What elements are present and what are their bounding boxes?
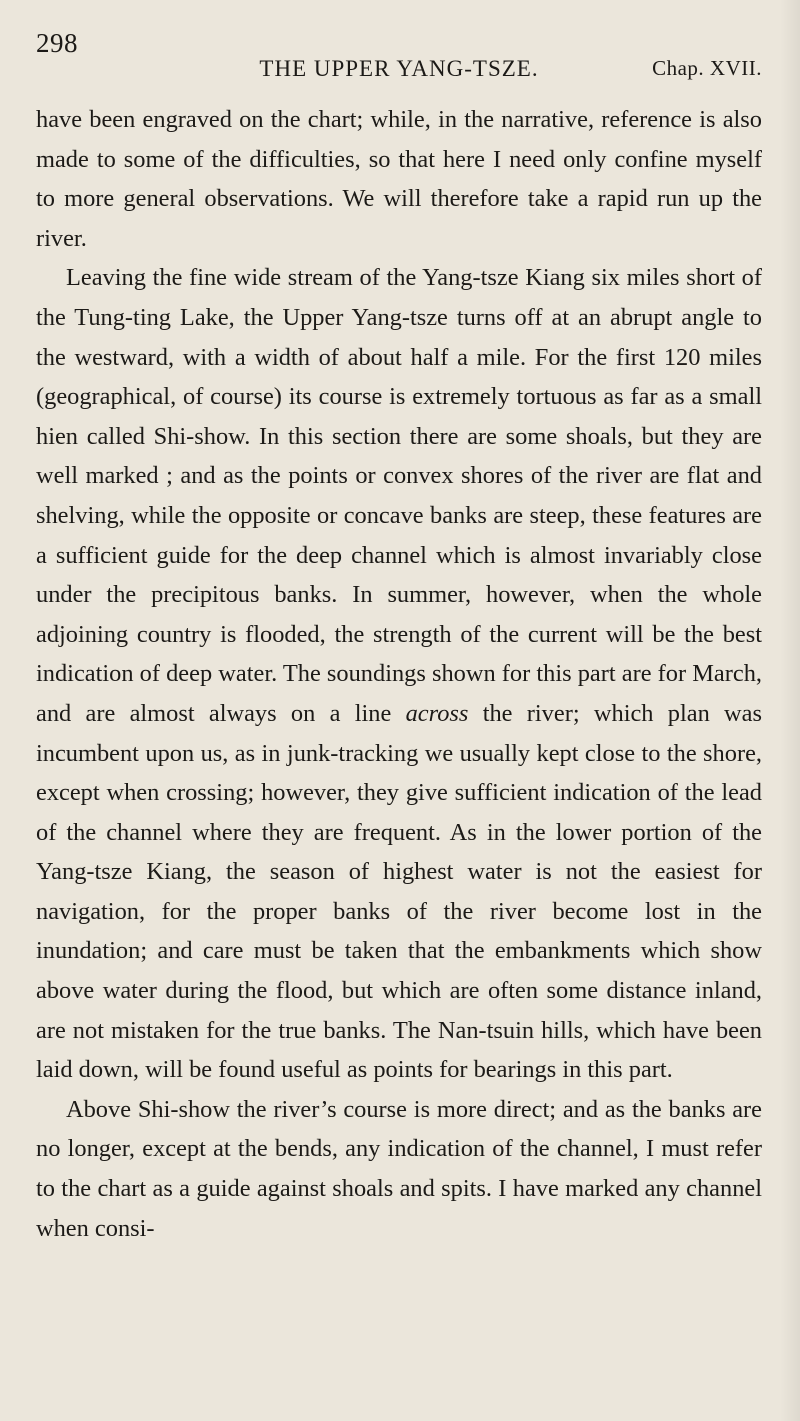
running-title: THE UPPER YANG-TSZE.	[259, 56, 539, 81]
running-head	[36, 28, 762, 81]
italic-word: across	[405, 699, 469, 727]
paragraph-2-text-start: Leaving the fine wide stream of the Yang-tsze Kiang six miles short of the Tung-ting Lake, the Upper Yang-tsze turns off at an abrupt angle to the westward, with a width of about half a mile. For the first 120 miles (geographical, of course) its course is extremely tortuous as far as a small hien called Shi-show. In this section there are some shoals, but they are well marked ; and as the points or convex shores of the river are flat and shelving, while the opposite or concave banks are steep, these features are a sufficient guide for the deep channel which is almost invariably close under the precipitous banks. In summer, however, when the whole adjoining country is flooded, the strength of the current will be the best indication of deep water. The soundings shown for this part are for March, and are almost always on a line	[36, 264, 762, 727]
paragraph-2-text-end: the river; which plan was incumbent upon us, as in junk-tracking we usually kept close to the shore, except when crossing; however, they give sufficient indication of the lead of the channel where they are frequent. As in the lower portion of the Yang-tsze Kiang, the season of highest water is not the easiest for navigation, for the proper banks of the river become lost in the inundation; and care must be taken that the embankments which show above water during the flood, but which are often some distance inland, are not mistaken for the true banks. The Nan-tsuin hills, which have been laid down, will be found useful as points for bearings in this part.	[36, 699, 762, 1084]
page-number: 298	[36, 28, 78, 58]
body-text	[36, 100, 762, 1248]
chapter-label: Chap. XVII.	[652, 56, 762, 80]
paragraph-1: have been engraved on the chart; while, in the narrative, reference is also made to some of the difficulties, so that here I need only confine myself to more general observations. We will therefore take a rapid run up the river.	[36, 106, 762, 252]
paragraph-3: Above Shi-show the river’s course is more direct; and as the banks are no longer, except at the bends, any indication of the channel, I must refer to the chart as a guide against shoals and spits. I have marked any channel when consi-	[36, 1095, 762, 1242]
paragraph-2	[36, 258, 762, 1089]
